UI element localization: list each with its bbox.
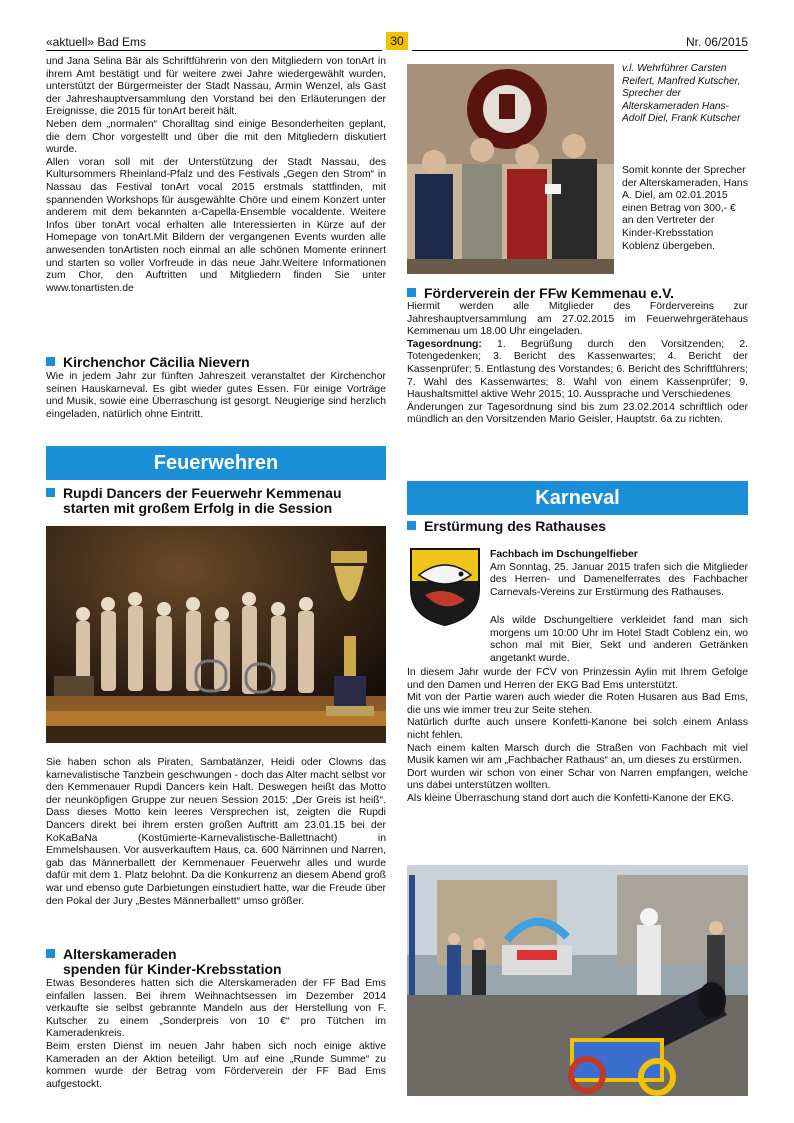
paragraph: Allen voran soll mit der Unterstützung der Stadt Nassau, des Kultursommers Rheinland-Pfalz und des Festivals „Gegen den Strom“ in Nassau das Festival tonArt vocal 2015 erstmals stattfinden, mit spannenden Workshops für ausgewählte Chöre und einem Konzert unter anderem mit dem bekannten a-Capella-Ensemble vocaldente. Weitere Infos über tonArt vocal erhalten alle Interessierten in Kürze auf der Homepage von tonArt.Mit Bildern der vergangenen Events wurden alle anwesenden tonArtisten noch einmal an alle schönen Momente erinnert und starten so voller Vorfreude in das neue Jahr.Weitere Informationen zum Chor, den Auftritten und Mitgliedern finden Sie unter www.tonartisten.de <box>46 156 386 294</box>
photo-caption: v.l. Wehrführer Carsten Reifert, Manfred Kutscher, Sprecher der Alterskameraden Hans-Adolf Diel, Frank Kutscher <box>622 63 741 125</box>
heading-text: Kirchenchor Cäcilia Nievern <box>63 354 250 370</box>
agenda-label: Tagesordnung: <box>407 338 482 350</box>
fachbach-coat-of-arms-icon <box>407 545 483 627</box>
paragraph: Natürlich durfte auch unsere Konfetti-Kanone bei solch einem Anlass nicht fehlen. <box>407 717 748 741</box>
subtitle: Fachbach im Dschungelfieber <box>490 549 638 560</box>
rupdi-heading <box>46 486 386 516</box>
bullet-square-icon <box>407 521 416 530</box>
rathaus-intro-2 <box>490 615 748 665</box>
kirchenchor-heading <box>46 355 250 370</box>
paragraph: Hiermit werden alle Mitglieder des Fördervereins zur Jahreshauptversammlung am 27.02.2015 im Feuerwehrgerätehaus Kemmenau um 18.00 Uhr eingeladen. <box>407 301 748 338</box>
paragraph: Als wilde Dschungeltiere verkleidet fand man sich morgens um 10:00 Uhr im Hotel Stadt Coblenz ein, wo schon mal mit Bier, Sekt und anderen Getränken angetankt wurde. <box>490 615 748 664</box>
heading-text: Rupdi Dancers der Feuerwehr Kemmenau <box>63 485 342 501</box>
paragraph: Mit von der Partie waren auch wieder die Roten Husaren aus Bad Ems, die uns wie immer treu zur Seite stehen. <box>407 692 748 716</box>
caption-body <box>622 165 748 253</box>
paragraph: In diesem Jahr wurde der FCV von Prinzessin Aylin mit Ihrem Gefolge und den Damen und Herren der EKG Bad Ems unterstützt. <box>407 667 748 691</box>
heading-text: Alterskameraden <box>63 946 177 962</box>
karneval-banner: Karneval <box>407 481 748 515</box>
paragraph: Als kleine Überraschung stand dort auch die Konfetti-Kanone der EKG. <box>407 792 734 804</box>
feuerwehren-banner: Feuerwehren <box>46 446 386 480</box>
issue-number: Nr. 06/2015 <box>685 35 748 49</box>
header-rule-right <box>412 50 748 51</box>
paragraph <box>407 339 748 402</box>
foerderverein-heading <box>407 286 674 301</box>
kirchenchor-text <box>46 371 386 421</box>
paragraph: Neben dem „normalen“ Choralltag sind einige Besonderheiten geplant, die dem Chor vorgestellt und über die mit den Mitgliedern diskutiert wurde. <box>46 118 386 156</box>
page-number: 30 <box>386 32 408 50</box>
heading-text: starten mit großem Erfolg in die Session <box>63 500 333 516</box>
tonart-article <box>46 56 386 295</box>
rathaus-text <box>407 667 748 806</box>
bullet-square-icon <box>46 949 55 958</box>
paragraph: Sie haben schon als Piraten, Sambatänzer, Heidi oder Clowns das karnevalistische Tanzbein geschwungen - doch das Alter macht selbst vor den Kemmenauer Rupdi Dancers kein Halt. Deswegen heißt das Motto der neunköpfigen Gruppe zur neuen Session 2015: „Der Greis ist heiß“. Dass dieses Motto kein leeres Versprechen ist, zeigten die Rupdi Dancers direkt bei ihrem ersten großen Auftritt am 23.01.15 bei der KoKaBaNa (Kostümierte-Karnevalistische-Ballettnacht) in Emmelshausen. Vor ausverkauftem Haus, ca. 600 Närrinnen und Narren, gab das Männerballett der Kemmenauer Feuerwehr alles und wurde dafür mit dem 1. Platz belohnt. Da die Konkurrenz an diesem Abend groß war und ebenso gute Darbietungen einstudiert hatte, war die Freude über den Pokal der Jury „Bestes Männerballett“ umso größer. <box>46 757 386 907</box>
publication-name: «aktuell» Bad Ems <box>46 35 147 49</box>
paragraph: Nach einem kalten Marsch durch die Straßen von Fachbach mit viel Musik kamen wir am „Fachbacher Rathaus“ an, um dieses zu erstürmen. <box>407 742 748 767</box>
paragraph: und Jana Selina Bär als Schriftführerin von den Mitgliedern von tonArt in ihrem Amt bestätigt und für weitere zwei Jahre wiedergewählt wurden, unterstützt der Bürgermeister der Stadt Nassau, Armin Wenzel, als Gast der Jahreshauptversammlung den Vorstand bei den Erläuterungen der Ereignisse, die 2015 für tonArt bereit hält. <box>46 56 386 118</box>
alterskameraden-photo <box>407 64 614 274</box>
paragraph: Etwas Besonderes hatten sich die Alterskameraden der FF Bad Ems einfallen lassen. Bei ihrem Weihnachtsessen im Dezember 2014 verkaufte sie selbst gebrannte Mandeln aus der Herstellung von F. Kutscher zu einem „Sonderpreis von 10 €“ pro Tütchen im Kameradenkreis. <box>46 978 386 1040</box>
paragraph: Am Sonntag, 25. Januar 2015 trafen sich die Mitglieder des Herren- und Damenelferrates des Fachbacher Carnevals-Vereins zur Erstürmung des Rathauses. <box>490 561 748 598</box>
agenda-text: 1. Begrüßung durch den Vorsitzenden; 2. Totengedenken; 3. Bericht des Kassenwartes; 4. Bericht der Kassenprüfer; 5. Entlastung des Vorstandes; 6. Bericht des Schriftführers; 7. Wahl des Kassenwartes; 8. Wahl von einem Kassenprüfer; 9. Haushaltsmittel aktive Wehr 2015; 10. Aussprache und Verschiedenes <box>407 338 748 401</box>
heading-text: Erstürmung des Rathauses <box>424 518 607 534</box>
foerderverein-text <box>407 301 748 427</box>
paragraph: Wie in jedem Jahr zur fünften Jahreszeit veranstaltet der Kirchenchor seinen Hauskarneval. Es gibt wieder gutes Essen. Für einige Vorträge und Musik, sowie eine Überraschung ist gesorgt. Neugierige sind herzlich eingeladen, natürlich ohne Eintritt. <box>46 371 386 420</box>
rupdi-text <box>46 757 386 908</box>
paragraph: Änderungen zur Tagesordnung sind bis zum 23.02.2014 schriftlich oder mündlich an den Vorsitzenden Mario Geisler, Hauptstr. 6a zu richten. <box>407 401 748 426</box>
paragraph: Dort wurden wir schon von einer Schar von Narren empfangen, welche uns dabei unterstützen wollten. <box>407 767 748 792</box>
bullet-square-icon <box>46 488 55 497</box>
paragraph: Beim ersten Dienst im neuen Jahr haben sich noch einige aktive Kameraden an der Aktion beteiligt. Um auf eine „Runde Summe“ zu kommen wurde der Betrag vom Förderverein der FF Bad Ems aufgestockt. <box>46 1040 386 1090</box>
alters-text <box>46 978 386 1091</box>
heading-text: Förderverein der FFw Kemmenau e.V. <box>424 285 675 301</box>
alters-heading <box>46 947 386 977</box>
konfetti-kanone-photo <box>407 865 748 1096</box>
heading-text: spenden für Kinder-Krebsstation <box>63 961 282 977</box>
rathaus-intro <box>490 549 748 599</box>
bullet-square-icon <box>407 288 416 297</box>
rupdi-dancers-photo <box>46 526 386 743</box>
rathaus-heading <box>407 519 606 534</box>
paragraph: Somit konnte der Sprecher der Alterskameraden, Hans A. Diel, am 02.01.2015 einen Betrag von 300,- € an den Vertreter der Kinder-Krebsstation Koblenz übergeben. <box>622 165 748 252</box>
bullet-square-icon <box>46 357 55 366</box>
header-rule-left <box>46 50 382 51</box>
